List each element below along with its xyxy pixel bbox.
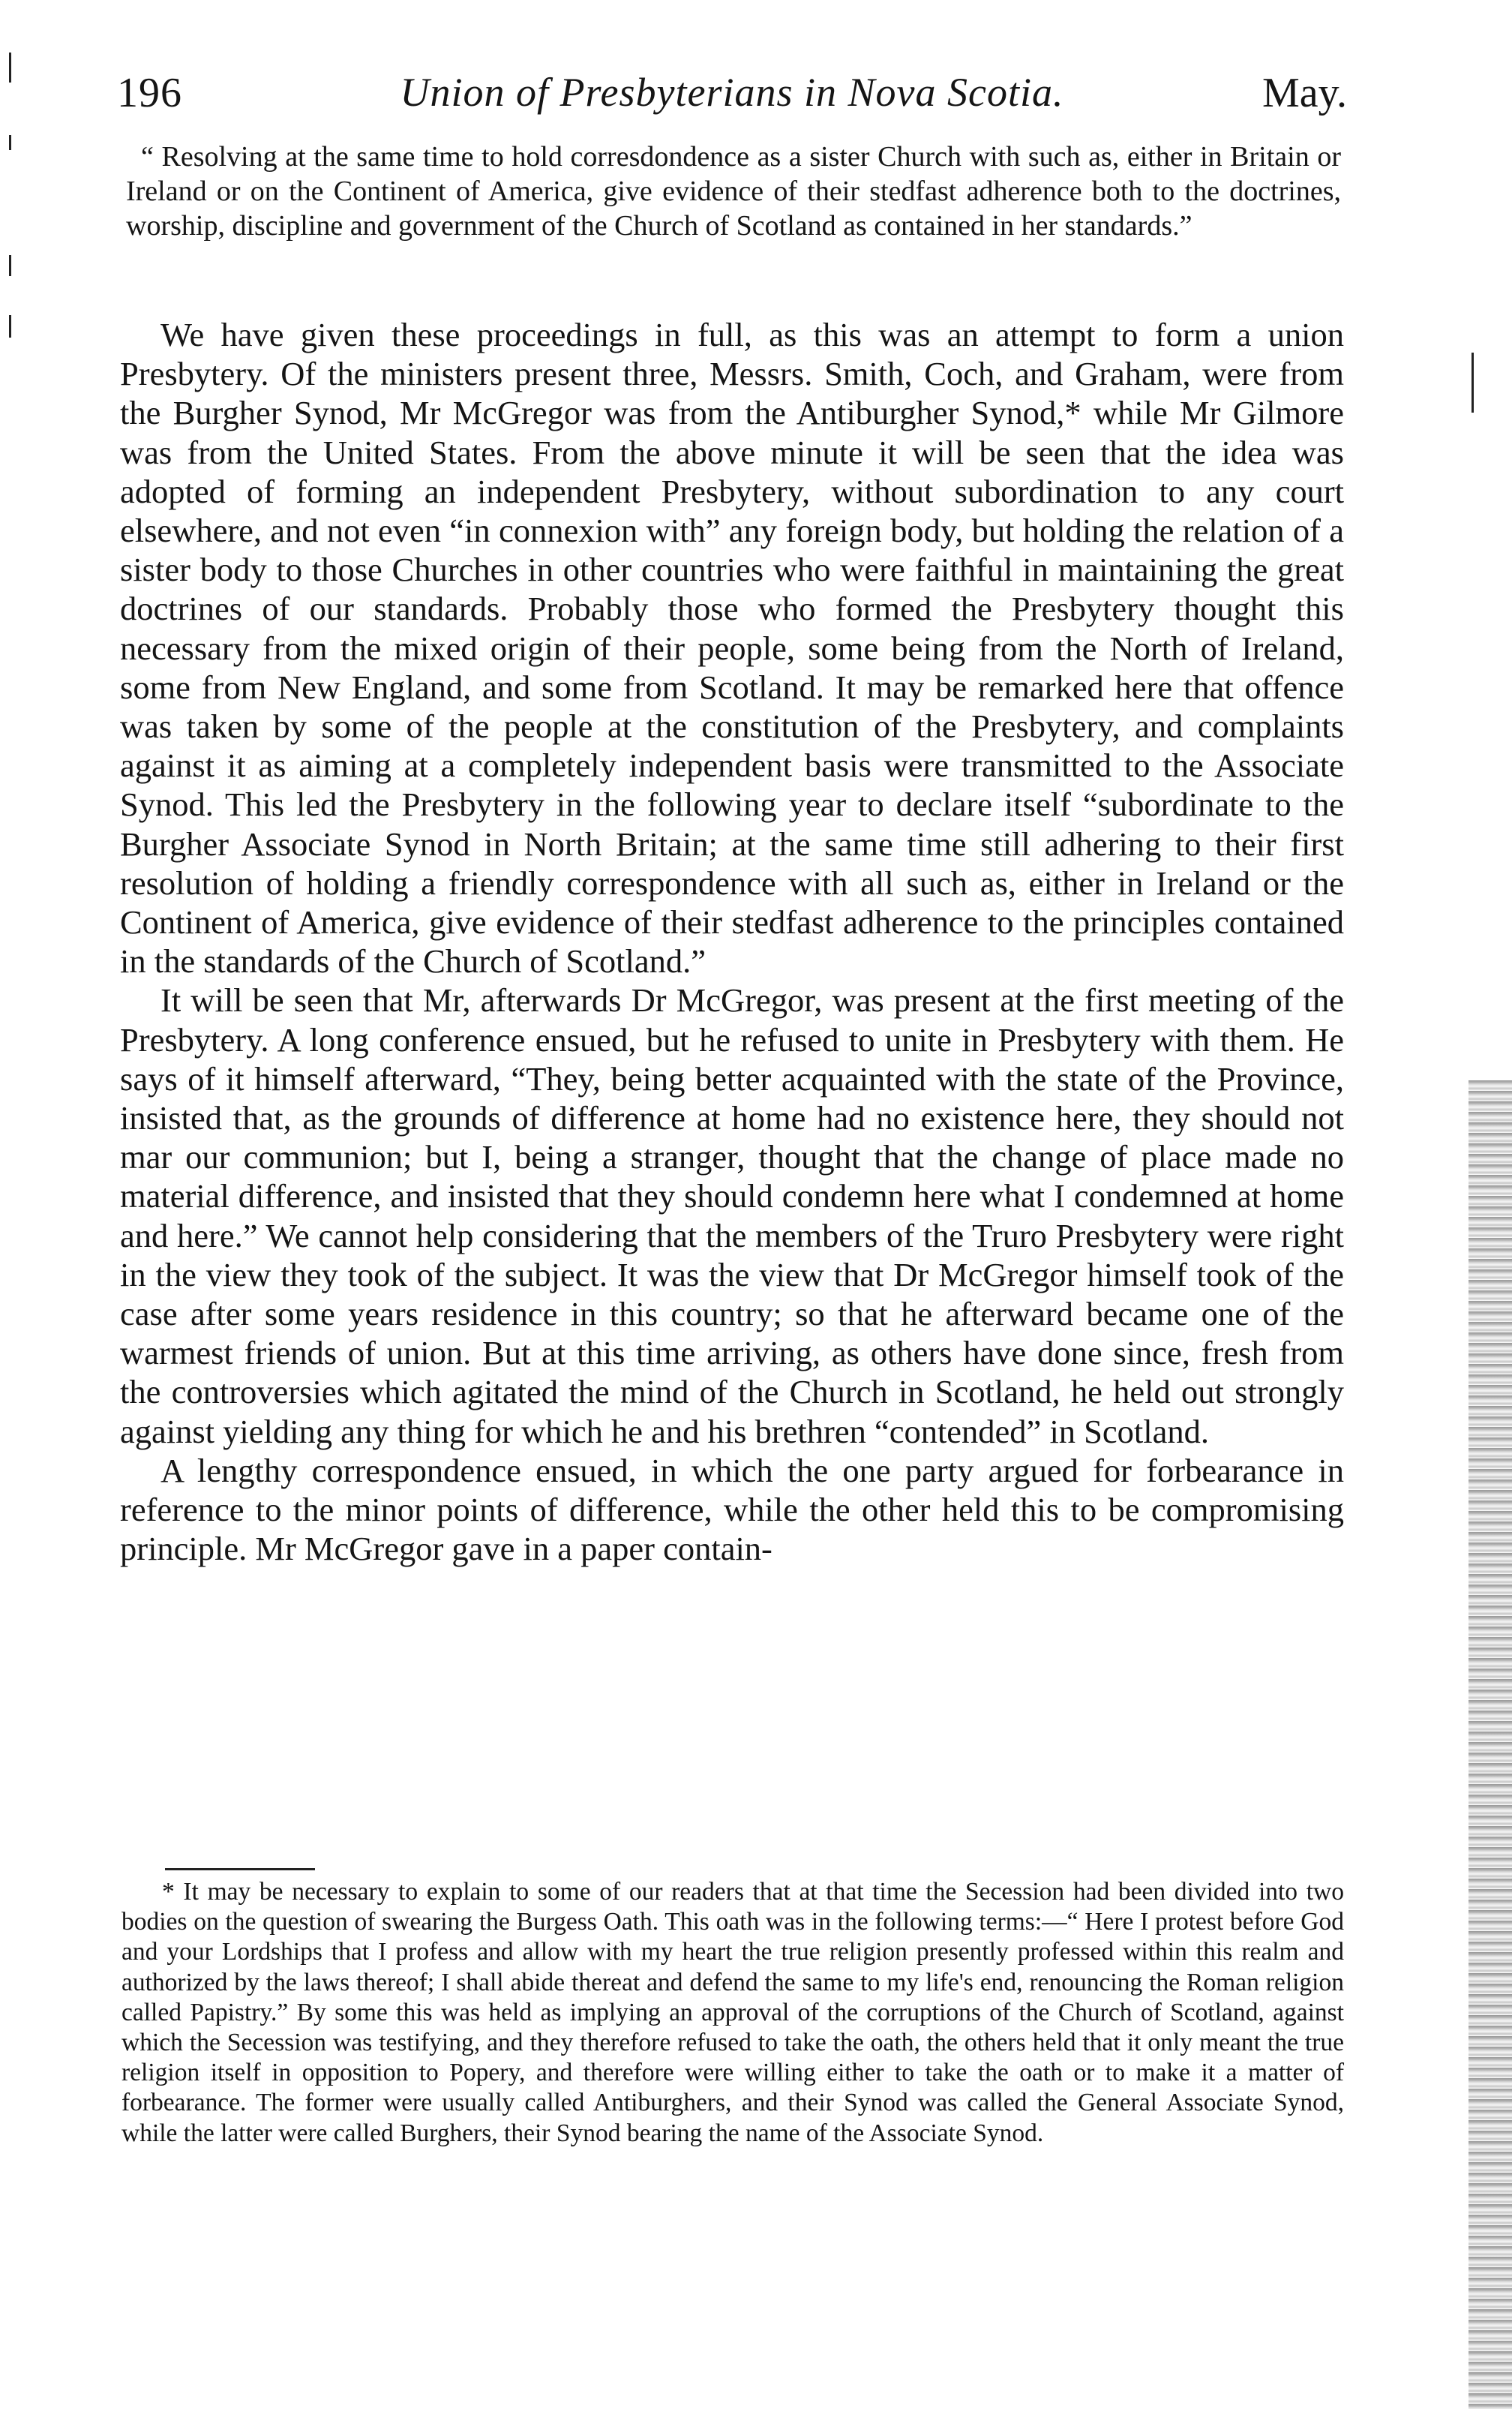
running-title: Union of Presbyterians in Nova Scotia.	[400, 70, 1064, 115]
margin-mark	[1472, 353, 1474, 413]
binding-edge	[1468, 1080, 1512, 2409]
body-paragraph: It will be seen that Mr, afterwards Dr McGregor, was present at the first meeting of the Presbytery. A long conference ensued, but he refused to unite in Presbytery with them. He says of it himself afterward, “They, being better acquainted with the state of the Province, insisted that, as the grounds of difference at home had no existence here, they should not mar our communion; but I, being a stranger, thought that the change of place made no material difference, and insisted that they should condemn here what I condemned at home and here.” We cannot help considering that the members of the Truro Presbytery were right in the view they took of the subject. It was the view that Dr McGregor himself took of the case after some years residence in this country; so that he afterward became one of the warmest friends of union. But at this time arriving, as others have done since, fresh from the controversies which agitated the mind of the Church in Scotland, he held out strongly against yielding any thing for which he and his brethren “contended” in Scotland.	[120, 981, 1344, 1450]
body-paragraph: We have given these proceedings in full, as this was an attempt to form a union Presbytery. Of the ministers present three, Messrs. Smith, Coch, and Graham, were from the Burgher Synod, Mr McGregor was from the Antiburgher Synod,* while Mr Gilmore was from the United States. From the above minute it will be seen that the idea was adopted of forming an independent Presbytery, without subordination to any court elsewhere, and not even “in connexion with” any foreign body, but holding the relation of a sister body to those Churches in other countries who were faithful in maintaining the great doctrines of our standards. Probably those who formed the Presbytery thought this necessary from the mixed origin of their people, some being from the North of Ireland, some from New England, and some from Scotland. It may be remarked here that offence was taken by some of the people at the constitution of the Presbytery, and complaints against it as aiming at a completely independent basis were transmitted to the Associate Synod. This led the Presbytery in the following year to declare itself “subordinate to the Burgher Associate Synod in North Britain; at the same time still adhering to their first resolution of holding a friendly correspondence with all such as, either in Ireland or the Continent of America, give evidence of their stedfast adherence to the principles contained in the standards of the Church of Scotland.”	[120, 316, 1344, 981]
margin-mark	[9, 315, 11, 338]
month-label: May.	[1262, 70, 1347, 116]
body-paragraph: A lengthy correspondence ensued, in which the one party argued for forbearance in reference to the minor points of difference, while the other held this to be compromising principle. Mr McGregor gave in a paper contain-	[120, 1451, 1344, 1568]
margin-mark	[9, 255, 11, 276]
margin-mark	[9, 135, 11, 150]
footnote-rule	[165, 1868, 315, 1870]
margin-mark	[9, 53, 11, 83]
quoted-resolution: “ Resolving at the same time to hold corresdondence as a sister Church with such as, either in Britain or Ireland or on the Continent of America, give evidence of their stedfast adherence both to the doctrines, worship, discipline and government of the Church of Scotland as contained in her standards.”	[126, 141, 1341, 242]
page-header	[117, 69, 1347, 137]
footnote: * It may be necessary to explain to some of our readers that at that time the Secession had been divided into two bodies on the question of swearing the Burgess Oath. This oath was in the following terms:—“ Here I protest before God and your Lordships that I profess and allow with my heart the true religion presently professed within this realm and authorized by the laws thereof; I shall abide thereat and defend the same to my life's end, renouncing the Roman religion called Papistry.” By some this was held as implying an approval of the corruptions of the Church of Scotland, against which the Secession was testifying, and they therefore refused to take the oath, the others held that it only meant the true religion itself in opposition to Popery, and therefore were willing either to take the oath or to make it a matter of forbearance. The former were usually called Antiburghers, and their Synod was called the General Associate Synod, while the latter were called Burghers, their Synod bearing the name of the Associate Synod.	[122, 1878, 1344, 2147]
page-number: 196	[117, 70, 182, 116]
main-text	[120, 315, 1344, 1569]
